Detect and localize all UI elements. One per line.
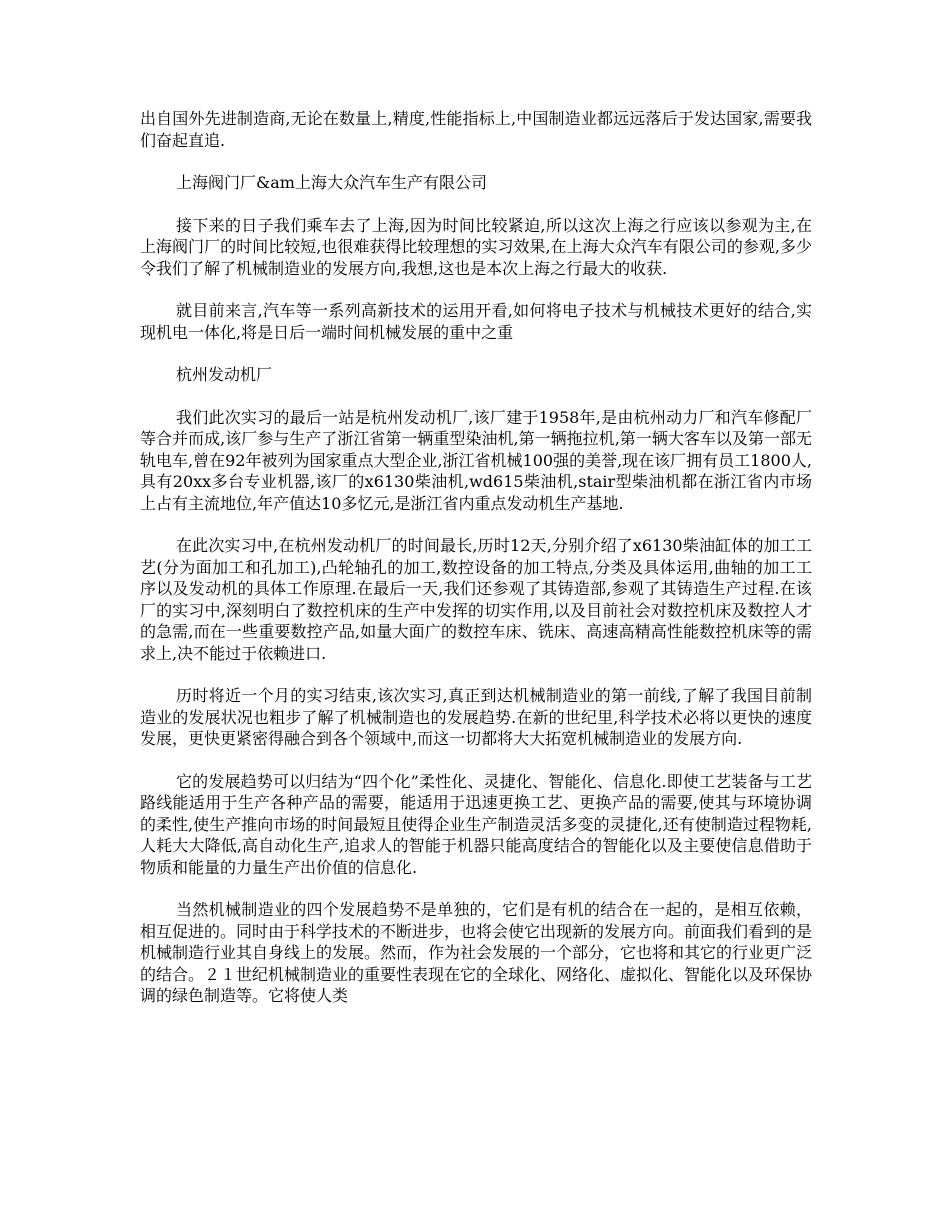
paragraph-mechatronics: 就目前来言,汽车等一系列高新技术的运用开看,如何将电子技术与机械技术更好的结合,实现机电一体化,将是日后一端时间机械发展的重中之重	[140, 301, 812, 342]
paragraph-shanghai-visit: 接下来的日子我们乘车去了上海,因为时间比较紧迫,所以这次上海之行应该以参观为主,在上海阀门厂的时间比较短,也很难获得比较理想的实习效果,在上海大众汽车有限公司的参观,多少令我们了解了机械制造业的发展方向,我想,这也是本次上海之行最大的收获.	[140, 215, 812, 278]
section-heading-shanghai: 上海阀门厂&am上海大众汽车生产有限公司	[176, 173, 487, 192]
paragraph-continued: 出自国外先进制造商,无论在数量上,精度,性能指标上,中国制造业都远远落后于发达国家,需要我们奋起直追.	[140, 109, 812, 150]
paragraph-hangzhou-internship: 在此次实习中,在杭州发动机厂的时间最长,历时12天,分别介绍了x6130柴油缸体的加工工艺(分为面加工和孔加工),凸轮轴孔的加工,数控设备的加工特点,分类及具体运用,曲轴的加工工序以及发动机的具体工作原理.在最后一天,我们还参观了其铸造部,参观了其铸造生产过程.在该厂的实习中,深刻明白了数控机床的生产中发挥的切实作用,以及目前社会对数控机床及数控人才的急需,而在一些重要数控产品,如量大面广的数控车床、铣床、高速高精高性能数控机床等的需求上,决不能过于依赖进口.	[140, 536, 812, 663]
paragraph-summary: 历时将近一个月的实习结束,该次实习,真正到达机械制造业的第一前线,了解了我国目前制造业的发展状况也粗步了解了机械制造也的发展趋势.在新的世纪里,科学技术必将以更快的速度发展，更快更紧密得融合到各个领域中,而这一切都将大大拓宽机械制造业的发展方向.	[140, 686, 812, 748]
section-heading-hangzhou: 杭州发动机厂	[176, 365, 273, 384]
paragraph-hangzhou-factory: 我们此次实习的最后一站是杭州发动机厂,该厂建于1958年,是由杭州动力厂和汽车修配厂等合并而成,该厂参与生产了浙江省第一辆重型染油机,第一辆拖拉机,第一辆大客车以及第一部无轨电车,曾在92年被列为国家重点大型企业,浙江省机械100强的美誉,现在该厂拥有员工1800人,具有20xx多台专业机器,该厂的x6130柴油机,wd615柴油机,stair型柴油机都在浙江省内市场上占有主流地位,年产值达10多忆元,是浙江省内重点发动机生产基地.	[140, 407, 812, 513]
paragraph-four-trends: 它的发展趋势可以归结为“四个化”柔性化、灵捷化、智能化、信息化.即使工艺装备与工艺路线能适用于生产各种产品的需要，能适用于迅速更换工艺、更换产品的需要,使其与环境协调的柔性,使生产推向市场的时间最短且使得企业生产制造灵活多变的灵捷化,还有使制造过程物耗,人耗大大降低,高自动化生产,追求人的智能于机器只能高度结合的智能化以及主要使信息借助于物质和能量的力量生产出价值的信息化.	[140, 771, 812, 877]
paragraph-future: 当然机械制造业的四个发展趋势不是单独的，它们是有机的结合在一起的，是相互依赖，相互促进的。同时由于科学技术的不断进步，也将会使它出现新的发展方向。前面我们看到的是机械制造行业其自身线上的发展。然而，作为社会发展的一个部分，它也将和其它的行业更广泛的结合。２１世纪机械制造业的重要性表现在它的全球化、网络化、虚拟化、智能化以及环保协调的绿色制造等。它将使人类	[140, 900, 813, 1005]
document-page	[140, 108, 812, 1028]
